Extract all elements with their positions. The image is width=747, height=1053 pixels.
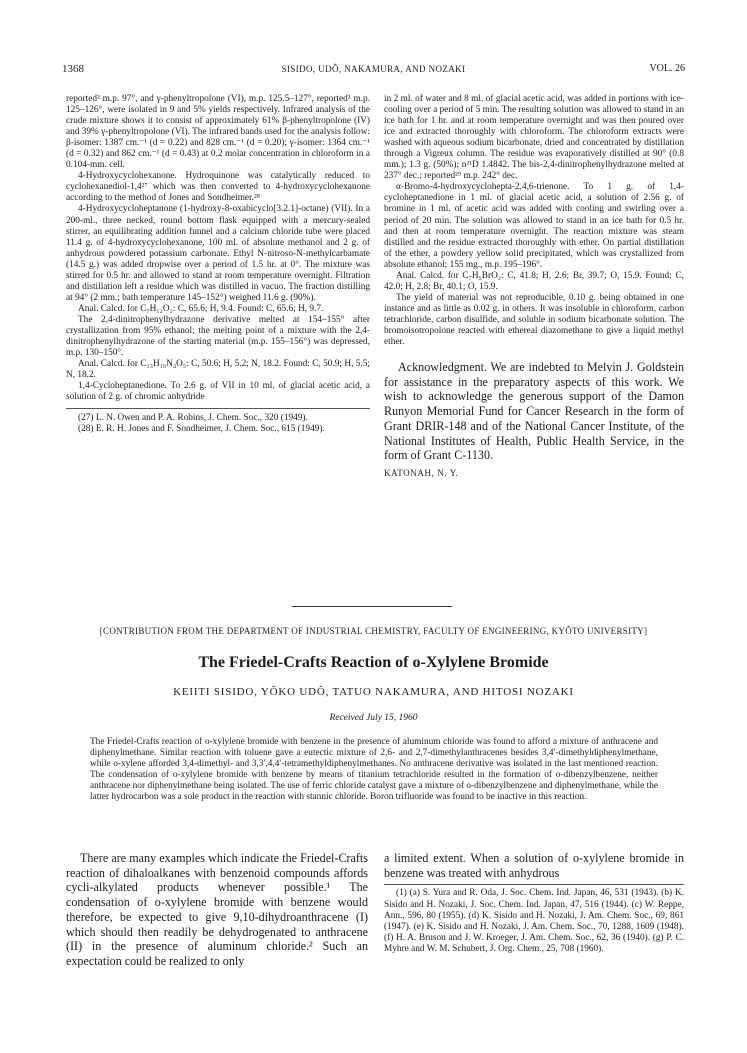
footnote: (1) (a) S. Yura and R. Oda, J. Soc. Chem. Ind. Japan, 46, 531 (1943). (b) K. Sisido and H. Nozaki, J. Soc. Chem. Ind. Japan, 47, 516 (1944). (c) W. Reppe, Ann., 596, 80 (1955). (d) K. Sisido and H. Nozaki, J. Am. Chem. Soc., 69, 861 (1947). (e) K. Sisido and H. Nozaki, J. Am. Chem. Soc., 70, 1288, 1609 (1948). (f) H. A. Bruson and J. W. Kroeger, J. Am. Chem. Soc., 62, 36 (1940). (g) P. C. Myhre and W. M. Schubert, J. Org. Chem., 25, 708 (1960). <box>384 888 684 954</box>
volume-label: VOL. 26 <box>649 63 685 74</box>
body-paragraph: There are many examples which indicate the Friedel-Crafts reaction of dihaloalkanes with benzenoid compounds affords cycli-alkylated products whenever possible.¹ The condensation of o-xylylene bromide with benzene would therefore, be expected to give 9,10-dihydroanthracene (I) which should then readily be dehydrogenated to anthracene (II) in the presence of aluminum chloride.² Such an expectation could be realized to only <box>66 851 368 968</box>
acknowledgment-text: Acknowledgment. We are indebted to Melvin J. Goldstein for assistance in the preparatory aspects of this work. We wish to acknowledge the generous support of the Damon Runyon Memorial Fund for Cancer Research in the form of Grant DRIR-148 and of the National Cancer Institute, of the National Institutes of Health, Public Health Service, in the form of Grant C-1130. <box>384 360 684 463</box>
paragraph: The 2,4-dinitrophenylhydrazone derivative melted at 154–155° after crystallization from 95% ethanol; the melting point of a mixture with the 2,4-dinitrophenylhydrazone of the starting material (m.p. 155–156°) was depressed, m.p. 130–150°. <box>66 314 370 359</box>
footnotes <box>384 884 684 955</box>
paragraph: The yield of material was not reproducible, 0.10 g. being obtained in one instance and as little as 0.02 g. in others. It was insoluble in chloroform, carbon tetrachloride, carbon disulfide, and soluble in sodium bicarbonate solution. The bromoisotropolone reacted with ethereal diazomethane to give a liquid methyl ether. <box>384 292 684 348</box>
article-title: The Friedel-Crafts Reaction of o-Xylylene Bromide <box>198 654 549 671</box>
contribution-line: [CONTRIBUTION FROM THE DEPARTMENT OF INDUSTRIAL CHEMISTRY, FACULTY OF ENGINEERING, KYÔTO UNIVERSITY] <box>99 626 648 636</box>
running-header <box>62 63 685 79</box>
top-left-column <box>66 94 370 435</box>
section-divider <box>292 606 452 607</box>
paragraph: reported² m.p. 97°, and γ-phenyltropolone (VI), m.p. 125.5–127°, reported³ m.p. 125–126°, were isolated in 9 and 5% yields respectively. Infrared analysis of the crude mixture shows it to consist of approximately 61% β-phenyltropolone (IV) and 39% γ-phenyltropolone (VI). The infrared bands used for the analysis follow: β-isomer: 1387 cm.⁻¹ (d = 0.22) and 828 cm.⁻¹ (d = 0.20); γ-isomer: 1364 cm.⁻¹ (d = 0.32) and 862 cm.⁻¹ (d = 0.43) at 0.2 molar concentration in chloroform in a 0.104-mm. cell. <box>66 94 370 171</box>
paragraph: 1,4-Cycloheptanedione. To 2.6 g. of VII in 10 ml. of glacial acetic acid, a solution of 2 g. of chromic anhydride <box>66 381 370 403</box>
body-right-column <box>384 851 684 955</box>
footnote: (28) E. R. H. Jones and F. Sondheimer, J. Chem. Soc., 615 (1949). <box>78 424 325 435</box>
footnotes <box>66 408 370 435</box>
paragraph: α-Bromo-4-hydroxycyclohepta-2,4,6-trienone. To 1 g. of 1,4-cycloheptanedione in 1 ml. of glacial acetic acid, a solution of 2.56 g. of bromine in 1 ml. of acetic acid was added with cooling and swirling over a period of 20 min. The solution was allowed to stand in an ice bath for 0.5 hr. and then at room temperature overnight. The reaction mixture was steam distilled and the residue extracted thoroughly with ether. On partial distillation of the ether, a powdery yellow solid precipitated, which was crystallized from absolute ethanol; 155 mg., m.p. 195–196°. <box>384 182 684 270</box>
paragraph: Anal. Calcd. for C₇H₅BrO₂: C, 41.8; H, 2.6; Br, 39.7; O, 15.9. Found: C, 42.0; H, 2.8; Br, 40.1; O, 15.9. <box>384 270 684 292</box>
abstract: The Friedel-Crafts reaction of o-xylylene bromide with benzene in the presence of aluminum chloride was found to afford a mixture of anthracene and diphenylmethane. Similar reaction with toluene gave a eutectic mixture of 2,6- and 2,7-dimethylanthracenes besides 3,4′-dimethyldiphenylmethane, while o-xylene afforded 3,4-dimethyl- and 3,3′,4,4′-tetramethyldiphenylmethanes. No anthracene derivative was isolated in the last mentioned reaction. The condensation of o-xylylene bromide with benzene by means of titanium tetrachloride resulted in the formation of o-dibenzylbenzene, neither anthracene nor diphenylmethane being isolated. The use of ferric chloride catalyst gave a mixture of o-dibenzylbenzene and diphenylmethane, while the latter hydrocarbon was a sole product in the reaction with stannic chloride. Boron trifluoride was found to be inactive in this reaction. <box>90 737 658 803</box>
paragraph: 4-Hydroxycycloheptanone (1-hydroxy-8-oxabicyclo[3.2.1]-octane) (VII). In a 200-ml., three necked, round bottom flask equipped with a mercury-sealed stirrer, an equilibrating addition funnel and a calcium chloride tube were placed 11.4 g. of 4-hydroxycyclohexanone, 100 ml. of absolute methanol and 2 g. of anhydrous powdered potassium carbonate. Ethyl N-nitroso-N-methylcarbamate (14.5 g.) was added dropwise over a period of 1.5 hr. at 0°. The mixture was stirred for 0.5 hr. and allowed to stand at room temperature overnight. Filtration and distillation left a residue which was distilled in vacuo. The fraction distilling at 94° (2 mm.; bath temperature 145–152°) weighed 11.6 g. (90%). <box>66 204 370 303</box>
paragraph: in 2 ml. of water and 8 ml. of glacial acetic acid, was added in portions with ice-cooling over a period of 5 min. The resulting solution was allowed to stand in an ice bath for 1 hr. and at room temperature overnight and was then poured over ice and extracted thoroughly with chloroform. The chloroform extracts were washed with aqueous sodium bicarbonate, dried and concentrated by distillation through a Vigreux column. The residue was evaporatively distilled at 90° (0.8 mm.); 1.3 g. (50%); n²¹D 1.4842. The bis-2,4-dinitrophenylhydrazone melted at 237° dec.; reported²⁹ m.p. 242° dec. <box>384 94 684 182</box>
received-date: Received July 15, 1960 <box>329 713 418 723</box>
footnote: (27) L. N. Owen and P. A. Robins, J. Chem. Soc., 320 (1949). <box>78 413 308 424</box>
page-number: 1368 <box>62 63 84 75</box>
body-paragraph: a limited extent. When a solution of o-xylylene bromide in benzene was treated with anhydrous <box>384 851 684 880</box>
article-authors: KEIITI SISIDO, YÔKO UDÔ, TATUO NAKAMURA, AND HITOSI NOZAKI <box>173 686 574 698</box>
place-line: KATONAH, N. Y. <box>384 468 459 478</box>
running-authors: SISIDO, UDÔ, NAKAMURA, AND NOZAKI <box>281 64 466 74</box>
paragraph: Anal. Calcd. for C₇H₁₂O₂: C, 65.6; H, 9.4. Found: C, 65.6; H, 9.7. <box>78 303 324 314</box>
body-left-column <box>66 851 368 969</box>
top-right-column <box>384 94 684 479</box>
paragraph: 4-Hydroxycyclohexanone. Hydroquinone was catalytically reduced to cyclohexanediol-1,4²⁷ which was then converted to 4-hydroxycyclohexanone according to the method of Jones and Sondheimer.²⁸ <box>66 171 370 204</box>
paragraph: Anal. Calcd. for C₁₃H₁₆N₄O₅: C, 50.6; H, 5.2; N, 18.2. Found: C, 50.9; H, 5.5; N, 18.2. <box>66 359 370 381</box>
acknowledgment-section <box>384 360 684 463</box>
